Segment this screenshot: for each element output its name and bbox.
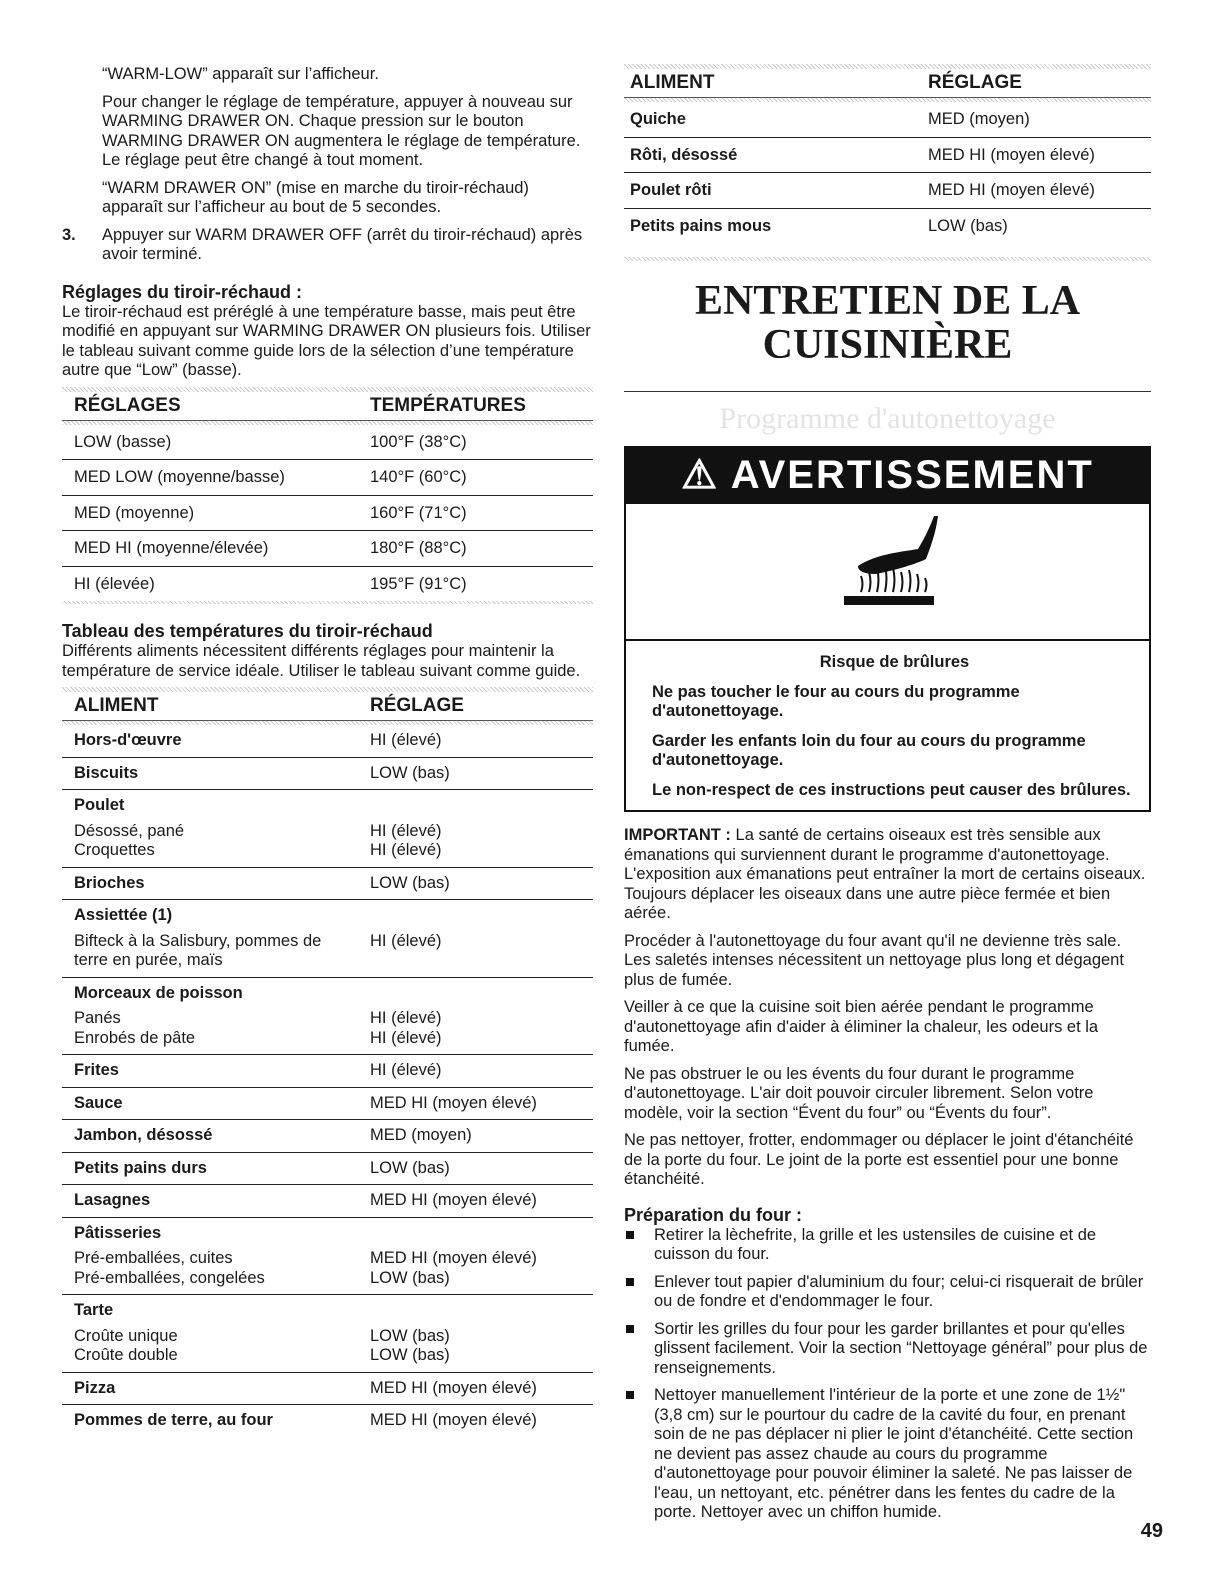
important-note: IMPORTANT : La santé de certains oiseaux est très sensible aux émanations qui surviennent durant le programme d'autonettoyage. L'exposition aux émanations peut entraîner la mort de certains oiseaux. Toujours déplacer les oiseaux dans une autre pièce fermée et bien aérée. (624, 826, 1146, 922)
food-name: Morceaux de poisson (74, 983, 243, 1002)
row-head (74, 1159, 593, 1179)
paragraph: Veiller à ce que la cuisine soit bien aérée pendant le programme d'autonettoyage afin d'aider à éliminer la chaleur, les odeurs et la fumée. (624, 998, 1099, 1055)
table-row (62, 425, 593, 461)
paragraph: Procéder à l'autonettoyage du four avant qu'il ne devienne très sale. Les saletés intenses nécessitent un nettoyage plus long et dégagent plus de fumée. (624, 931, 1124, 989)
table-row (624, 173, 1151, 209)
sub-row (74, 1029, 593, 1049)
setting-cell: MED LOW (moyenne/basse) (74, 468, 285, 486)
sub-row (74, 841, 593, 861)
table-row (62, 1218, 593, 1296)
table-row (624, 138, 1151, 174)
food-setting: MED (moyen) (928, 110, 1030, 128)
row-head (74, 796, 593, 816)
warning-triangle-icon: ⚠ (681, 453, 720, 497)
list-item-text: Nettoyer manuellement l'intérieur de la porte et une zone de 1½" (3,8 cm) sur le pourtour du cadre de la cavité du four, en prenant soin de ne pas déplacer ni plier le joint d'étanchéité. Cette section ne devient pas assez chaude au cours du programme d'autonettoyage pour pouvoir éliminer la saleté. Ne pas laisser de l'eau, un nettoyant, etc. pénétrer dans les fentes du cadre de la porte. Nettoyer avec un chiffon humide. (654, 1386, 1134, 1521)
settings-heading: Réglages du tiroir-réchaud : (62, 281, 303, 302)
sub-food-setting: HI (élevé) (370, 821, 442, 840)
food-setting: MED HI (moyen élevé) (370, 1378, 537, 1397)
food-setting: LOW (bas) (370, 1158, 450, 1177)
sub-row (74, 1269, 593, 1289)
section-title: Programme d'autonettoyage (719, 402, 1056, 435)
page-title: ENTRETIEN DE LA CUISINIÈRE (694, 278, 1081, 368)
row-head (74, 906, 593, 926)
table-row (62, 1295, 593, 1373)
intro-paragraph: “WARM DRAWER ON” (mise en marche du tiroir-réchaud) apparaît sur l’afficheur au bout de 5 secondes. (102, 178, 529, 216)
paragraph: Ne pas obstruer le ou les évents du four durant le programme d'autonettoyage. L'air doit pouvoir circuler librement. Selon votre modèle, voir la section “Évent du four” ou “Évents du four”. (624, 1064, 1094, 1122)
table-row (62, 567, 593, 602)
sub-row (74, 1346, 593, 1366)
sub-food-name: Enrobés de pâte (74, 1028, 196, 1047)
sub-food-name: Bifteck à la Salisbury, pommes de terre en purée, maïs (74, 931, 322, 969)
food-setting: MED HI (moyen élevé) (370, 1093, 537, 1112)
sub-food-name: Désossé, pané (74, 821, 185, 840)
food-name: Brioches (74, 873, 145, 892)
sub-food-setting: MED HI (moyen élevé) (370, 1249, 537, 1267)
sub-food-name: Pré-emballées, cuites (74, 1249, 233, 1267)
warning-header (626, 448, 1149, 504)
temperature-cell: 100°F (38°C) (370, 432, 467, 451)
food-setting: MED HI (moyen élevé) (928, 181, 1095, 199)
right-column (624, 0, 1151, 1531)
list-item-text: Retirer la lèchefrite, la grille et les ustensiles de cuisine et de cuisson du four. (654, 1225, 1097, 1263)
row-head (74, 1301, 593, 1321)
hot-surface-hand-icon (626, 504, 1149, 641)
setting-cell: MED HI (moyenne/élevée) (74, 539, 269, 557)
table-header: ALIMENT RÉGLAGE (62, 692, 593, 721)
prep-heading: Préparation du four : (624, 1204, 803, 1225)
food-name: Petits pains durs (74, 1158, 207, 1177)
setting-cell: LOW (basse) (74, 432, 172, 451)
warning-box (624, 446, 1151, 812)
table-row (62, 1373, 593, 1406)
row-head (74, 1411, 593, 1431)
sub-food-name: Croquettes (74, 841, 155, 859)
page-number: 49 (1140, 1520, 1163, 1542)
intro-paragraph: Pour changer le réglage de température, appuyer à nouveau sur WARMING DRAWER ON. Chaque pression sur le bouton WARMING DRAWER ON augmentera le réglage de température. Le réglage peut être changé à tout moment. (102, 92, 581, 169)
table-row (62, 1153, 593, 1186)
sub-row (74, 1009, 593, 1029)
food-name: Sauce (74, 1093, 123, 1112)
table-header: RÉGLAGES TEMPÉRATURES (62, 392, 593, 421)
table-row (62, 1055, 593, 1088)
table-row (62, 1120, 593, 1153)
warning-risk: Risque de brûlures (819, 653, 970, 671)
food-name: Poulet rôti (630, 181, 712, 199)
food-name: Tarte (74, 1301, 114, 1319)
food-setting: LOW (bas) (928, 216, 1008, 235)
sub-food-name: Panés (74, 1009, 121, 1027)
step-3 (62, 226, 593, 265)
sub-food-name: Croûte unique (74, 1326, 178, 1345)
temperature-cell: 195°F (91°C) (370, 574, 467, 593)
list-item (624, 1386, 1151, 1523)
step-number: 3. (62, 225, 76, 244)
row-head (74, 1126, 593, 1146)
intro-line: “WARM-LOW” apparaît sur l’afficheur. (102, 65, 379, 83)
row-head (74, 1379, 593, 1399)
setting-cell: MED (moyenne) (74, 503, 195, 522)
list-item (624, 1273, 1151, 1312)
bullet-square-icon (624, 1226, 654, 1265)
row-head (74, 731, 593, 751)
row-head (74, 1191, 593, 1211)
food-name: Hors-d'œuvre (74, 731, 182, 749)
table-row (624, 102, 1151, 138)
list-item (624, 1226, 1151, 1265)
sub-row (74, 1327, 593, 1347)
warning-line: Garder les enfants loin du four au cours du programme d'autonettoyage. (652, 731, 1086, 769)
food-setting: MED HI (moyen élevé) (928, 145, 1095, 164)
table-row (62, 496, 593, 532)
sub-food-setting: HI (élevé) (370, 1028, 442, 1047)
sub-row (74, 1249, 593, 1269)
food-setting: HI (élevé) (370, 1061, 442, 1079)
table-row (62, 531, 593, 567)
warning-line: Le non-respect de ces instructions peut causer des brûlures. (652, 780, 1131, 799)
food-setting: MED HI (moyen élevé) (370, 1191, 537, 1209)
temperature-cell: 160°F (71°C) (370, 503, 467, 522)
food-name: Pizza (74, 1378, 116, 1397)
sub-food-setting: HI (élevé) (370, 1009, 442, 1027)
chart-text: Différents aliments nécessitent différents réglages pour maintenir la température de service idéale. Utiliser le tableau suivant comme guide. (62, 642, 581, 680)
food-setting: MED (moyen) (370, 1126, 472, 1144)
food-setting: LOW (bas) (370, 873, 450, 892)
food-name: Biscuits (74, 763, 139, 782)
food-name: Frites (74, 1061, 119, 1079)
table-row (62, 460, 593, 496)
temperature-table (62, 387, 593, 605)
warning-line: Ne pas toucher le four au cours du programme d'autonettoyage. (652, 682, 1020, 720)
table-row (62, 790, 593, 868)
food-name: Pommes de terre, au four (74, 1411, 273, 1429)
chart-heading: Tableau des températures du tiroir-réchaud (62, 621, 433, 641)
sub-food-setting: LOW (bas) (370, 1268, 450, 1287)
food-name: Lasagnes (74, 1191, 151, 1209)
left-column (62, 0, 593, 1437)
row-head (74, 764, 593, 784)
food-name: Poulet (74, 796, 125, 814)
row-head (74, 1224, 593, 1244)
list-item (624, 1320, 1151, 1379)
table-row (62, 1088, 593, 1121)
bullet-square-icon (624, 1386, 654, 1523)
table-row (624, 209, 1151, 244)
sub-row (74, 932, 593, 971)
list-item-text: Sortir les grilles du four pour les garder brillantes et pour qu'elles glissent facilement. Voir la section “Nettoyage général” pour plus de renseignements. (654, 1319, 1148, 1377)
food-name: Petits pains mous (630, 216, 772, 235)
sub-food-setting: HI (élevé) (370, 931, 442, 950)
temperature-cell: 140°F (60°C) (370, 468, 467, 486)
food-name: Pâtisseries (74, 1223, 162, 1242)
table-row (62, 900, 593, 978)
sub-row (74, 822, 593, 842)
food-table-continued (624, 64, 1151, 261)
food-table (62, 687, 593, 1437)
sub-food-setting: LOW (bas) (370, 1326, 450, 1345)
food-setting: LOW (bas) (370, 763, 450, 782)
row-head (74, 1061, 593, 1081)
food-setting: HI (élevé) (370, 731, 442, 749)
row-head (74, 874, 593, 894)
food-name: Assiettée (1) (74, 906, 173, 924)
table-row (62, 1185, 593, 1218)
food-name: Jambon, désossé (74, 1126, 213, 1144)
sub-food-name: Croûte double (74, 1346, 178, 1364)
row-head (74, 984, 593, 1004)
paragraph: Ne pas nettoyer, frotter, endommager ou déplacer le joint d'étanchéité de la porte du four. Le joint de la porte est essentiel pour une bonne étanchéité. (624, 1131, 1134, 1188)
temperature-cell: 180°F (88°C) (370, 539, 467, 557)
table-header: ALIMENT RÉGLAGE (624, 69, 1151, 98)
table-row (62, 1405, 593, 1437)
step-text: Appuyer sur WARM DRAWER OFF (arrêt du tiroir-réchaud) après avoir terminé. (102, 225, 583, 263)
sub-food-setting: LOW (bas) (370, 1346, 450, 1364)
food-name: Quiche (630, 110, 686, 128)
row-head (74, 1094, 593, 1114)
bullet-square-icon (624, 1320, 654, 1379)
food-name: Rôti, désossé (630, 145, 738, 164)
bullet-square-icon (624, 1273, 654, 1312)
table-row (62, 725, 593, 758)
table-row (62, 868, 593, 901)
food-setting: MED HI (moyen élevé) (370, 1411, 537, 1429)
prep-list (624, 1226, 1151, 1523)
setting-cell: HI (élevée) (74, 574, 155, 593)
sub-food-name: Pré-emballées, congelées (74, 1268, 265, 1287)
sub-food-setting: HI (élevé) (370, 841, 442, 859)
table-row (62, 978, 593, 1056)
table-row (62, 758, 593, 791)
list-item-text: Enlever tout papier d'aluminium du four; celui-ci risquerait de brûler ou de fondre et d'endommager le four. (654, 1272, 1144, 1310)
settings-text: Le tiroir-réchaud est préréglé à une température basse, mais peut être modifié en appuyant sur WARMING DRAWER ON plusieurs fois. Utiliser le tableau suivant comme guide lors de la sélection d’une température autre que “Low” (basse). (62, 302, 591, 379)
warning-label: AVERTISSEMENT (730, 453, 1094, 497)
warning-body (626, 641, 1149, 810)
